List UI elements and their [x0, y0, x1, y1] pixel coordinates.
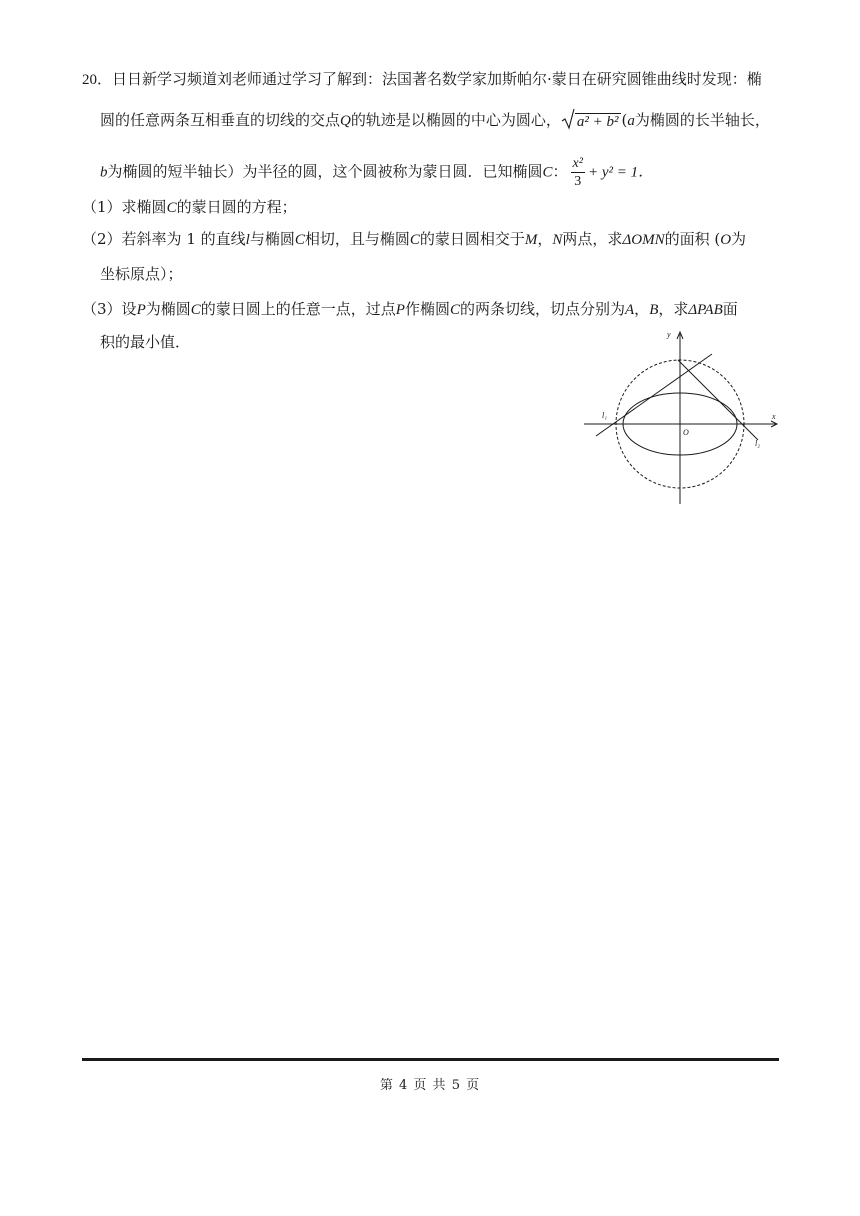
- var-C: C: [294, 232, 305, 248]
- part-2-text-f: 的面积 (: [664, 230, 721, 248]
- var-O: O: [720, 232, 732, 248]
- var-C: C: [190, 302, 201, 318]
- intro-text-3a: 为椭圆的短半轴长）为半径的圆，这个圆被称为蒙日圆．已知椭圆: [107, 162, 543, 181]
- part-2-text-c: 相切，且与椭圆: [304, 230, 410, 248]
- var-l: l: [245, 232, 250, 248]
- part-3-text-b: 为椭圆: [145, 300, 191, 318]
- page-number: 第 4 页 共 5 页: [379, 1078, 481, 1093]
- part-2-text-e: 两点，求: [562, 230, 623, 248]
- problem-intro-line-1: [82, 68, 762, 91]
- ellipse-equation-tail: + y² = 1．: [587, 164, 654, 181]
- part-3-label: （3）: [82, 300, 122, 318]
- l1-label: l₁: [602, 411, 608, 420]
- intro-text-1: 日日新学习频道刘老师通过学习了解到：法国著名数学家加斯帕尔·蒙日在研究圆锥曲线时发现：椭: [112, 70, 762, 88]
- problem-intro-line-3: [100, 155, 653, 190]
- var-P: P: [136, 302, 146, 318]
- var-C: C: [166, 200, 177, 216]
- part-2-line-2: [100, 263, 183, 285]
- var-A: A: [625, 302, 635, 318]
- part-2-text-a: 若斜率为 1 的直线: [121, 230, 246, 248]
- x-axis-label: x: [772, 412, 776, 421]
- origin-label: O: [683, 428, 689, 437]
- var-C: C: [409, 232, 420, 248]
- part-1-text-a: 求椭圆: [121, 198, 167, 216]
- part-1-label: （1）: [82, 198, 122, 216]
- sqrt-radicand: a² + b²: [576, 113, 619, 130]
- part-3-text-a: 设: [121, 300, 137, 318]
- fraction-x2-over-3: [571, 155, 585, 190]
- var-C: C: [542, 164, 553, 181]
- part-2-line-1: [82, 228, 746, 251]
- var-Q: Q: [340, 113, 351, 129]
- part-3-text-e: 的两条切线，切点分别为: [459, 300, 625, 318]
- var-C: C: [449, 302, 460, 318]
- part-2-text-line2: 坐标原点）；: [100, 265, 183, 283]
- ellipse-monge-circle-figure: [580, 326, 780, 508]
- intro-colon: ：: [552, 162, 568, 181]
- var-a: a: [627, 113, 635, 129]
- var-B: B: [649, 302, 659, 318]
- triangle-PAB: ΔPAB: [688, 302, 723, 318]
- var-P: P: [395, 302, 405, 318]
- y-axis-label: y: [667, 330, 671, 339]
- part-3-line-2: [100, 331, 190, 353]
- part-3-text-line2: 积的最小值．: [100, 333, 191, 351]
- part-2-text-d: 的蒙日圆相交于: [419, 230, 525, 248]
- part-3-text-g: 面: [722, 300, 738, 318]
- sqrt-expression: [561, 110, 621, 133]
- triangle-OMN: ΔOMN: [622, 232, 665, 248]
- var-N: N: [552, 232, 563, 248]
- fraction-numerator: x²: [572, 156, 583, 171]
- part-2-comma: ，: [537, 230, 553, 248]
- var-M: M: [524, 232, 538, 248]
- part-3-text-c: 的蒙日圆上的任意一点，过点: [200, 300, 396, 318]
- l2-label: l₂: [755, 439, 761, 448]
- var-b: b: [100, 164, 108, 181]
- part-3-comma: ，: [634, 300, 650, 318]
- part-3-text-f: ，求: [658, 300, 689, 318]
- part-2-text-g: 为: [731, 230, 747, 248]
- intro-text-2d: 为椭圆的长半轴长，: [634, 111, 770, 129]
- intro-text-2b: 的轨迹是以椭圆的中心为圆心，: [350, 111, 561, 129]
- part-3-line-1: [82, 298, 738, 321]
- footer-rule: [82, 1058, 779, 1061]
- part-1: [82, 196, 297, 219]
- problem-intro-line-2: [100, 109, 770, 133]
- part-2-text-b: 与椭圆: [249, 230, 295, 248]
- part-3-text-d: 作椭圆: [404, 300, 450, 318]
- problem-number: 20．: [82, 72, 113, 88]
- fraction-denominator: 3: [574, 174, 582, 189]
- part-1-text-b: 的蒙日圆的方程；: [176, 198, 297, 216]
- intro-text-2a: 圆的任意两条互相垂直的切线的交点: [100, 111, 341, 129]
- intro-paren: (: [621, 111, 628, 129]
- part-2-label: （2）: [82, 230, 122, 248]
